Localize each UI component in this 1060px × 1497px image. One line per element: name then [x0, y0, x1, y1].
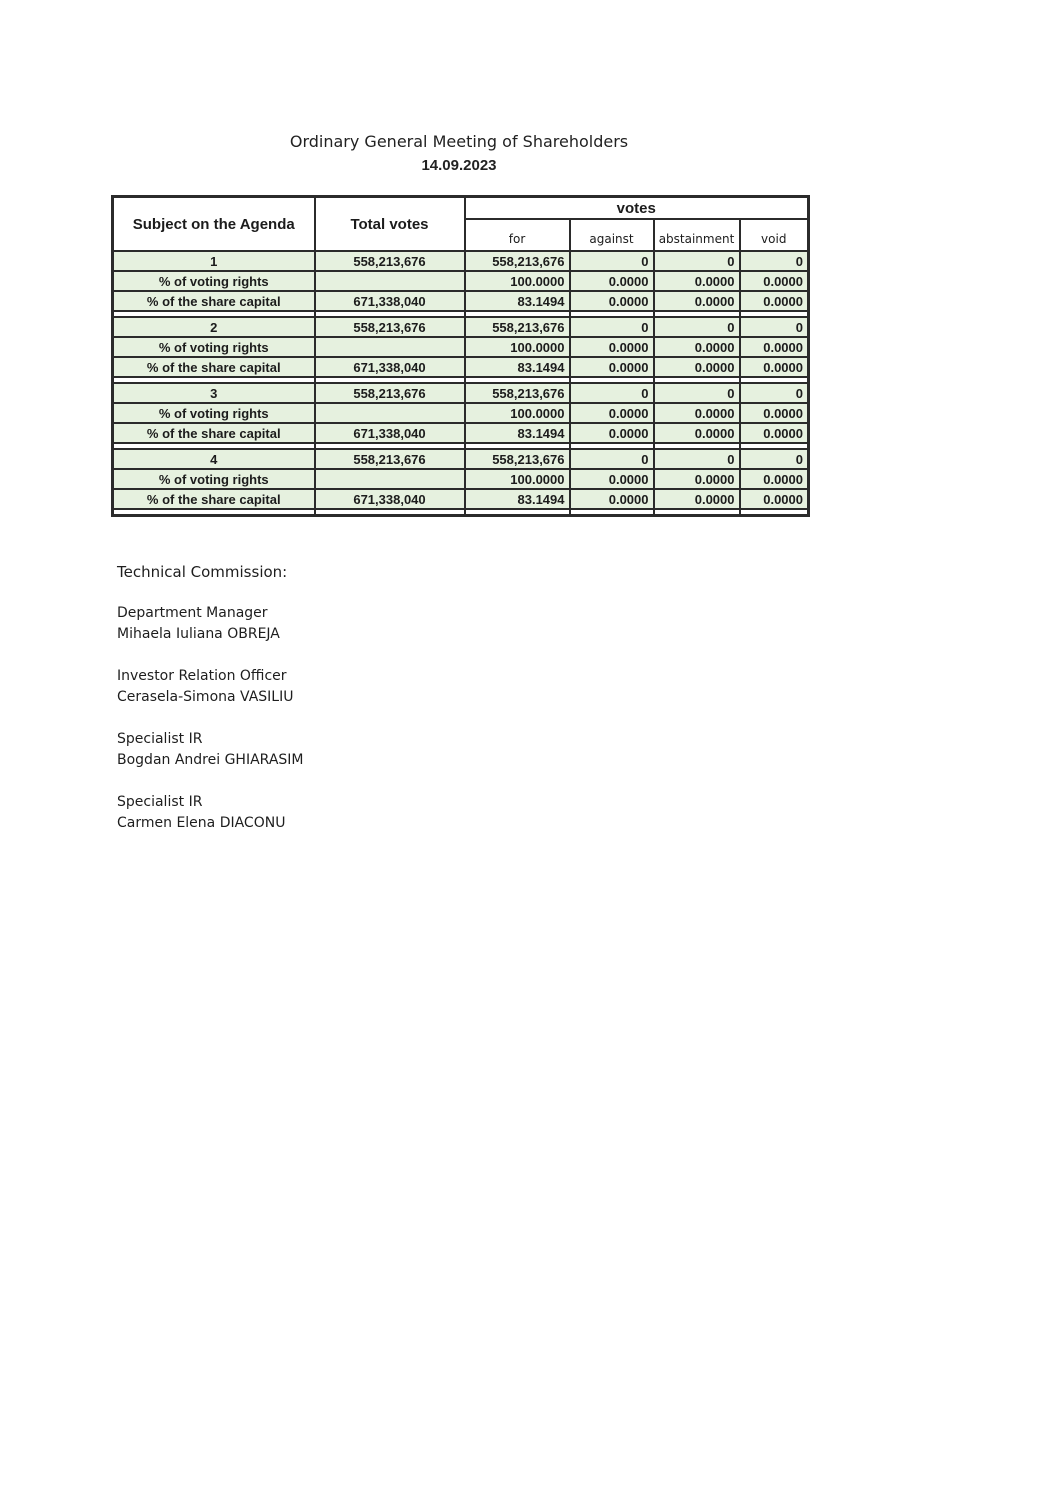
row-label: % of voting rights	[113, 469, 315, 489]
member-name: Carmen Elena DIACONU	[117, 815, 286, 831]
abstainment-cell: 0.0000	[654, 423, 740, 443]
page-title: Ordinary General Meeting of Shareholders	[289, 132, 629, 151]
for-cell: 83.1494	[465, 357, 570, 377]
total-votes-cell	[315, 469, 465, 489]
row-label: % of the share capital	[113, 489, 315, 509]
header-subject: Subject on the Agenda	[113, 197, 315, 252]
abstainment-cell: 0.0000	[654, 357, 740, 377]
void-cell: 0	[740, 383, 809, 403]
abstainment-cell: 0	[654, 251, 740, 271]
against-cell: 0.0000	[570, 423, 654, 443]
header-row-top	[113, 197, 809, 220]
commission-member	[117, 666, 304, 708]
for-cell: 100.0000	[465, 337, 570, 357]
for-cell: 558,213,676	[465, 317, 570, 337]
commission-member	[117, 603, 304, 645]
member-role: Investor Relation Officer	[117, 668, 287, 684]
void-cell: 0.0000	[740, 489, 809, 509]
table-row-share-capital	[113, 423, 809, 443]
against-cell: 0.0000	[570, 337, 654, 357]
table-row-votes	[113, 383, 809, 403]
for-cell: 558,213,676	[465, 449, 570, 469]
void-cell: 0.0000	[740, 469, 809, 489]
total-votes-cell: 558,213,676	[315, 449, 465, 469]
member-name: Mihaela Iuliana OBREJA	[117, 626, 280, 642]
for-cell: 558,213,676	[465, 251, 570, 271]
void-cell: 0.0000	[740, 271, 809, 291]
table-row-voting-rights	[113, 337, 809, 357]
commission-member	[117, 729, 304, 771]
header-against: against	[570, 219, 654, 251]
row-spacer	[113, 509, 809, 516]
table-row-voting-rights	[113, 403, 809, 423]
total-votes-cell: 671,338,040	[315, 489, 465, 509]
agenda-item-number: 2	[113, 317, 315, 337]
void-cell: 0	[740, 251, 809, 271]
against-cell: 0.0000	[570, 403, 654, 423]
abstainment-cell: 0.0000	[654, 403, 740, 423]
for-cell: 83.1494	[465, 489, 570, 509]
header-abstainment: abstainment	[654, 219, 740, 251]
abstainment-cell: 0.0000	[654, 271, 740, 291]
total-votes-cell: 558,213,676	[315, 251, 465, 271]
total-votes-cell: 558,213,676	[315, 383, 465, 403]
void-cell: 0.0000	[740, 423, 809, 443]
abstainment-cell: 0.0000	[654, 469, 740, 489]
row-label: % of the share capital	[113, 357, 315, 377]
against-cell: 0	[570, 449, 654, 469]
row-label: % of voting rights	[113, 271, 315, 291]
abstainment-cell: 0.0000	[654, 337, 740, 357]
total-votes-cell	[315, 337, 465, 357]
void-cell: 0.0000	[740, 357, 809, 377]
row-label: % of voting rights	[113, 337, 315, 357]
abstainment-cell: 0	[654, 449, 740, 469]
total-votes-cell	[315, 403, 465, 423]
agenda-item-number: 3	[113, 383, 315, 403]
header-for: for	[465, 219, 570, 251]
table-row-votes	[113, 251, 809, 271]
total-votes-cell: 671,338,040	[315, 291, 465, 311]
against-cell: 0.0000	[570, 357, 654, 377]
for-cell: 83.1494	[465, 423, 570, 443]
commission-heading: Technical Commission:	[117, 563, 288, 581]
table-row-voting-rights	[113, 469, 809, 489]
table-row-voting-rights	[113, 271, 809, 291]
abstainment-cell: 0.0000	[654, 291, 740, 311]
member-role: Specialist IR	[117, 794, 203, 810]
table-row-share-capital	[113, 489, 809, 509]
against-cell: 0.0000	[570, 489, 654, 509]
table-row-share-capital	[113, 291, 809, 311]
commission-member	[117, 792, 304, 834]
against-cell: 0.0000	[570, 291, 654, 311]
total-votes-cell	[315, 271, 465, 291]
abstainment-cell: 0	[654, 383, 740, 403]
agenda-item-number: 4	[113, 449, 315, 469]
table-row-share-capital	[113, 357, 809, 377]
void-cell: 0.0000	[740, 291, 809, 311]
against-cell: 0	[570, 251, 654, 271]
votes-table-body	[113, 251, 809, 516]
member-role: Department Manager	[117, 605, 268, 621]
member-name: Cerasela-Simona VASILIU	[117, 689, 294, 705]
header-votes: votes	[465, 197, 809, 220]
total-votes-cell: 671,338,040	[315, 423, 465, 443]
row-label: % of voting rights	[113, 403, 315, 423]
for-cell: 83.1494	[465, 291, 570, 311]
void-cell: 0	[740, 317, 809, 337]
void-cell: 0.0000	[740, 337, 809, 357]
table-row-votes	[113, 317, 809, 337]
table-row-votes	[113, 449, 809, 469]
meeting-date: 14.09.2023	[421, 157, 497, 174]
votes-table	[111, 195, 810, 517]
for-cell: 100.0000	[465, 469, 570, 489]
for-cell: 558,213,676	[465, 383, 570, 403]
total-votes-cell: 558,213,676	[315, 317, 465, 337]
against-cell: 0	[570, 383, 654, 403]
member-name: Bogdan Andrei GHIARASIM	[117, 752, 304, 768]
technical-commission	[117, 563, 304, 855]
void-cell: 0.0000	[740, 403, 809, 423]
abstainment-cell: 0.0000	[654, 489, 740, 509]
against-cell: 0.0000	[570, 469, 654, 489]
row-label: % of the share capital	[113, 423, 315, 443]
for-cell: 100.0000	[465, 271, 570, 291]
header-total-votes: Total votes	[315, 197, 465, 252]
header-void: void	[740, 219, 809, 251]
row-label: % of the share capital	[113, 291, 315, 311]
void-cell: 0	[740, 449, 809, 469]
abstainment-cell: 0	[654, 317, 740, 337]
against-cell: 0	[570, 317, 654, 337]
member-role: Specialist IR	[117, 731, 203, 747]
total-votes-cell: 671,338,040	[315, 357, 465, 377]
agenda-item-number: 1	[113, 251, 315, 271]
for-cell: 100.0000	[465, 403, 570, 423]
against-cell: 0.0000	[570, 271, 654, 291]
